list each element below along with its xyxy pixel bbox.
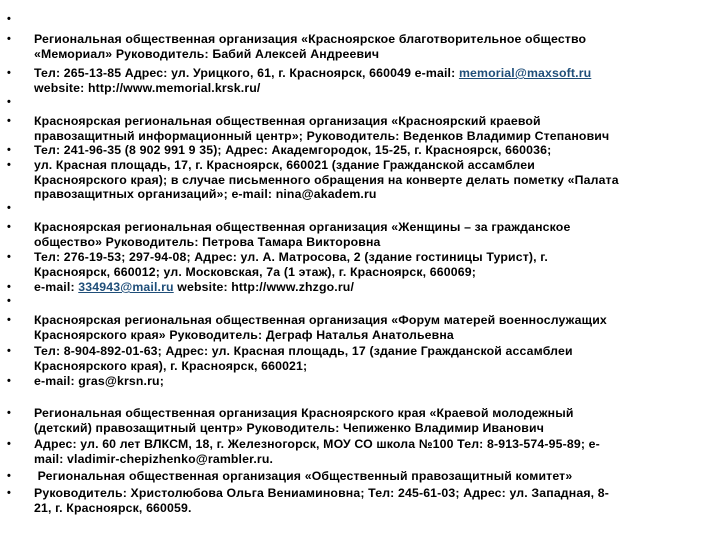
item-line: Красноярского края» Руководитель: Деграф Наталья Анатольевна [34,327,454,342]
item-line: Руководитель: Христолюбова Ольга Вениаминовна; Тел: 245-61-03; Адрес: ул. Западная, 8- [34,486,610,500]
bullet: • [7,115,11,127]
item-line: website: http://www.memorial.krsk.ru/ [34,80,261,95]
item-line: общество» Руководитель: Петрова Тамара Викторовна [34,234,381,249]
item-line: Тел: 8-904-892-01-63; Адрес: ул. Красная площадь, 17 (здание Гражданской ассамблеи [34,344,573,358]
bullet: • [7,487,11,499]
list-item [34,158,682,202]
list-item [34,469,682,484]
item-line: 21, г. Красноярск, 660059. [34,500,192,515]
item-line: Региональная общественная организация «Красноярское благотворительное общество [34,32,587,46]
item-text: Тел: 265-13-85 Адрес: ул. Урицкого, 61, г. Красноярск, 660049 e-mail: [34,66,459,80]
list-item [34,250,682,279]
item-line: Красноярская региональная общественная организация «Красноярский краевой [34,114,541,128]
item-line: правозащитных организаций»; e-mail: nina@akadem.ru [34,187,377,202]
item-text: e-mail: [34,280,79,294]
item-line: Тел: 276-19-53; 297-94-08; Адрес: ул. А. Матросова, 2 (здание гостиницы Турист), г. [34,250,548,264]
item-line: правозащитный информационный центр»; Руководитель: Веденков Владимир Степанович [34,128,610,143]
item-line: Красноярская региональная общественная организация «Женщины – за гражданское [34,220,571,234]
item-line: Адрес: ул. 60 лет ВЛКСМ, 18, г. Железногорск, МОУ СО школа №100 Тел: 8-913-574-95-89; e- [34,437,600,451]
item-line: Красноярская региональная общественная организация «Форум матерей военнослужащих [34,313,607,327]
bullet: • [7,470,11,482]
bullet: • [7,67,11,79]
bullet: • [7,144,11,156]
bullet: • [7,33,11,45]
bullet: • [7,438,11,450]
bullet-empty: • [7,202,11,214]
list-item [34,437,682,466]
item-line: Красноярск, 660012; ул. Московская, 7а (1 этаж), г. Красноярск, 660069; [34,264,476,279]
list-item [34,66,682,95]
item-line: e-mail: gras@krsn.ru; [34,374,164,388]
list-item [34,280,682,295]
bullet: • [7,281,11,293]
item-line: Региональная общественная организация Красноярского края «Краевой молодежный [34,406,574,420]
item-line: Красноярского края), г. Красноярск, 660021; [34,358,308,373]
email-link[interactable]: memorial@maxsoft.ru [458,66,592,80]
item-line: mail: vladimir-chepizhenko@rambler.ru. [34,451,274,466]
list-item [34,344,682,373]
list-item [34,220,682,249]
list-item [34,486,682,515]
item-line: Региональная общественная организация «Общественный правозащитный комитет» [34,469,573,483]
bullet: • [7,345,11,357]
list-item [34,114,682,143]
item-text: website: http://www.zhzgo.ru/ [173,280,355,294]
bullet-empty: • [7,96,11,108]
item-line: «Мемориал» Руководитель: Бабий Алексей Андреевич [34,46,380,61]
list-item [34,406,682,435]
item-line: (детский) правозащитный центр» Руководитель: Чепиженко Владимир Иванович [34,420,545,435]
bullet: • [7,407,11,419]
bullet: • [7,159,11,171]
item-line: Тел: 241-96-35 (8 902 991 9 35); Адрес: Академгородок, 15-25, г. Красноярск, 660036; [34,143,552,157]
list-item [34,313,682,342]
list-item [34,32,682,61]
item-line: ул. Красная площадь, 17, г. Красноярск, 660021 (здание Гражданской ассамблеи [34,158,535,172]
email-link[interactable]: 334943@mail.ru [78,280,174,294]
bullet-empty: • [7,295,11,307]
list-item [34,143,682,158]
bullet: • [7,251,11,263]
bullet-empty: • [7,13,11,25]
bullet: • [7,375,11,387]
bullet: • [7,314,11,326]
bullet: • [7,221,11,233]
list-item [34,374,682,389]
item-line: Красноярского края); в случае письменного обращения на конверте делать пометку «Палата [34,172,619,187]
